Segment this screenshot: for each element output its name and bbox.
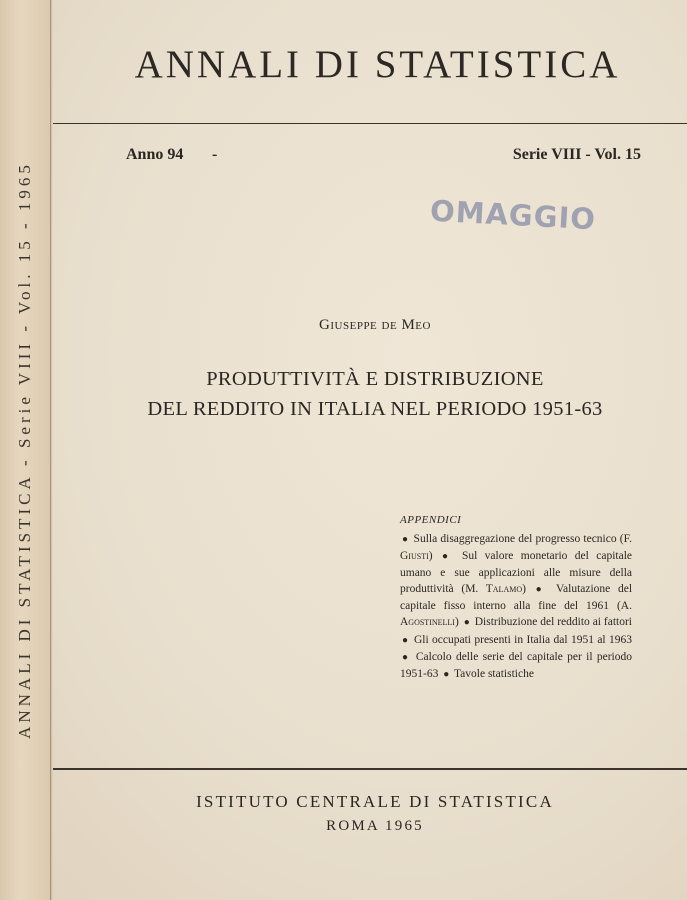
serie-volume-label: Serie VIII - Vol. 15 — [512, 146, 641, 163]
appendice-item: Tavole statistiche — [453, 667, 534, 680]
work-title-line-2: DEL REDDITO IN ITALIA NEL PERIODO 1951-63 — [147, 398, 603, 420]
spine-shadow — [50, 0, 53, 900]
appendici-heading: APPENDICI — [400, 514, 462, 526]
top-divider — [53, 123, 687, 124]
series-title: ANNALI DI STATISTICA — [134, 43, 621, 86]
bullet-icon: ● — [535, 584, 547, 596]
bullet-icon: ● — [443, 668, 450, 680]
appendice-author: M. Talamo — [465, 583, 523, 596]
bullet-icon: ● — [463, 617, 470, 629]
spine-text: ANNALI DI STATISTICA - Serie VIII - Vol. 15 - 1965 — [15, 161, 34, 739]
anno-label: Anno 94 — [126, 146, 184, 163]
appendice-author: A. Agostinelli — [400, 600, 632, 629]
book-spine — [0, 0, 51, 900]
omaggio-stamp: OMAGGIO — [429, 193, 597, 237]
anno-separator: - — [212, 146, 218, 163]
appendici-list: ● Sulla disaggregazione del progresso tecnico (F. Giusti) ● Sul valore monetario del capitale umano e sue applicazioni alle misure della produttività (M. Talamo) ● Valutazione del capitale fisso interno alla fine del 1961 (A. Agostinelli) ● Distribuzione del reddito ai fattori ● Gli occupati presenti in Italia dal 1951 al 1963 ● Calcolo delle serie del capitale per il periodo 1951-63 ● Tavole statistiche — [400, 533, 633, 680]
appendice-item: Sul valore monetario del capitale umano e sue applicazioni alle misure della produttività — [400, 550, 632, 596]
bullet-icon: ● — [441, 551, 453, 563]
appendice-item: Distribuzione del reddito ai fattori — [474, 616, 633, 629]
work-title — [110, 364, 640, 424]
bullet-icon: ● — [402, 634, 409, 646]
publisher-name: ISTITUTO CENTRALE DI STATISTICA — [196, 792, 554, 811]
appendice-author: F. Giusti — [400, 533, 632, 563]
publisher-city-year: ROMA 1965 — [326, 818, 424, 834]
bottom-divider — [53, 768, 687, 770]
appendice-item: Gli occupati presenti in Italia dal 1951 al 1963 — [413, 633, 633, 646]
appendice-item: Sulla disaggregazione del progresso tecnico — [413, 533, 617, 545]
work-title-line-1: PRODUTTIVITÀ E DISTRIBUZIONE — [206, 368, 544, 390]
appendice-item: Calcolo delle serie del capitale per il periodo 1951-63 — [400, 650, 632, 680]
appendice-item: Valutazione del capitale fisso interno alla fine del 1961 — [400, 583, 633, 613]
bullet-icon: ● — [402, 651, 410, 663]
author-name: Giuseppe de Meo — [319, 317, 431, 333]
bullet-icon: ● — [402, 534, 409, 545]
